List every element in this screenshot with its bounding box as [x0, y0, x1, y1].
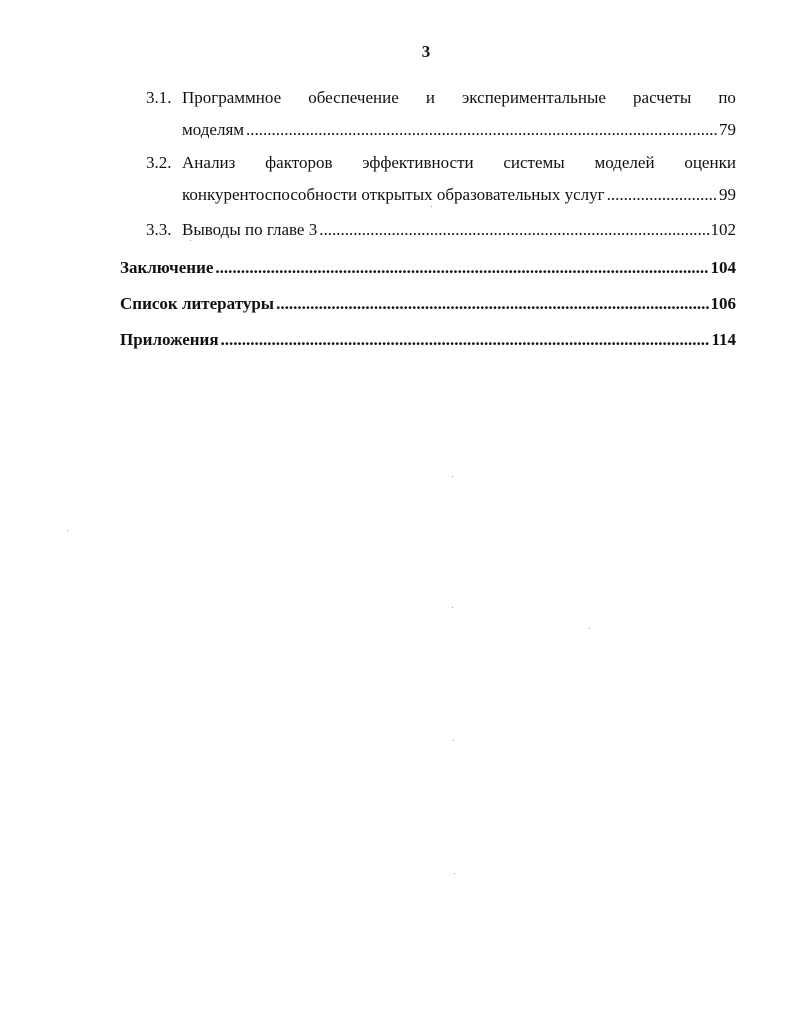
toc-page-number: 104: [710, 258, 736, 277]
dot-leader: [276, 292, 708, 316]
dot-leader: [319, 214, 708, 246]
scan-speck: [454, 873, 455, 874]
toc-entry-3-3: [146, 214, 736, 246]
toc-entry-number: 3.2.: [146, 153, 172, 172]
scan-speck: [589, 628, 590, 629]
toc-entry-conclusion: Заключение ..... 104: [120, 256, 736, 280]
scan-speck: [452, 476, 453, 477]
page-number: 3: [421, 42, 431, 61]
scan-speck: [190, 240, 191, 241]
toc-entry-title-line1: Выводы по главе 3 ..... 102: [182, 214, 736, 246]
toc-page-number: 114: [711, 330, 736, 349]
toc-entry-3-2: [146, 147, 736, 211]
scan-speck: [67, 530, 68, 531]
toc-entry-number: 3.3.: [146, 220, 172, 239]
scan-speck: [453, 740, 454, 741]
toc-entry-title-line2: конкурентоспособности открытых образовательных услуг ..... 99: [182, 179, 736, 211]
toc-page-number: 106: [710, 294, 736, 313]
toc-page-number: 79: [719, 120, 736, 139]
toc-entry-title-line1: Программное обеспечение и экспериментальные расчеты по: [182, 88, 736, 107]
toc-entry-number: 3.1.: [146, 88, 172, 107]
toc-entry-title-line2: моделям ..... 79: [182, 114, 736, 146]
toc-entry-appendices: Приложения ..... 114: [120, 328, 736, 352]
dot-leader: [246, 114, 717, 146]
dot-leader: [607, 179, 717, 211]
scan-speck: [431, 206, 432, 207]
scan-speck: [452, 607, 453, 608]
toc-entry-3-1: [146, 82, 736, 146]
toc-entry-title-line1: Анализ факторов эффективности системы моделей оценки: [182, 153, 736, 172]
toc-page-number: 99: [719, 185, 736, 204]
dot-leader: [221, 328, 710, 352]
toc-entry-bibliography: Список литературы ..... 106: [120, 292, 736, 316]
dot-leader: [215, 256, 708, 280]
toc-page-number: 102: [710, 220, 736, 239]
